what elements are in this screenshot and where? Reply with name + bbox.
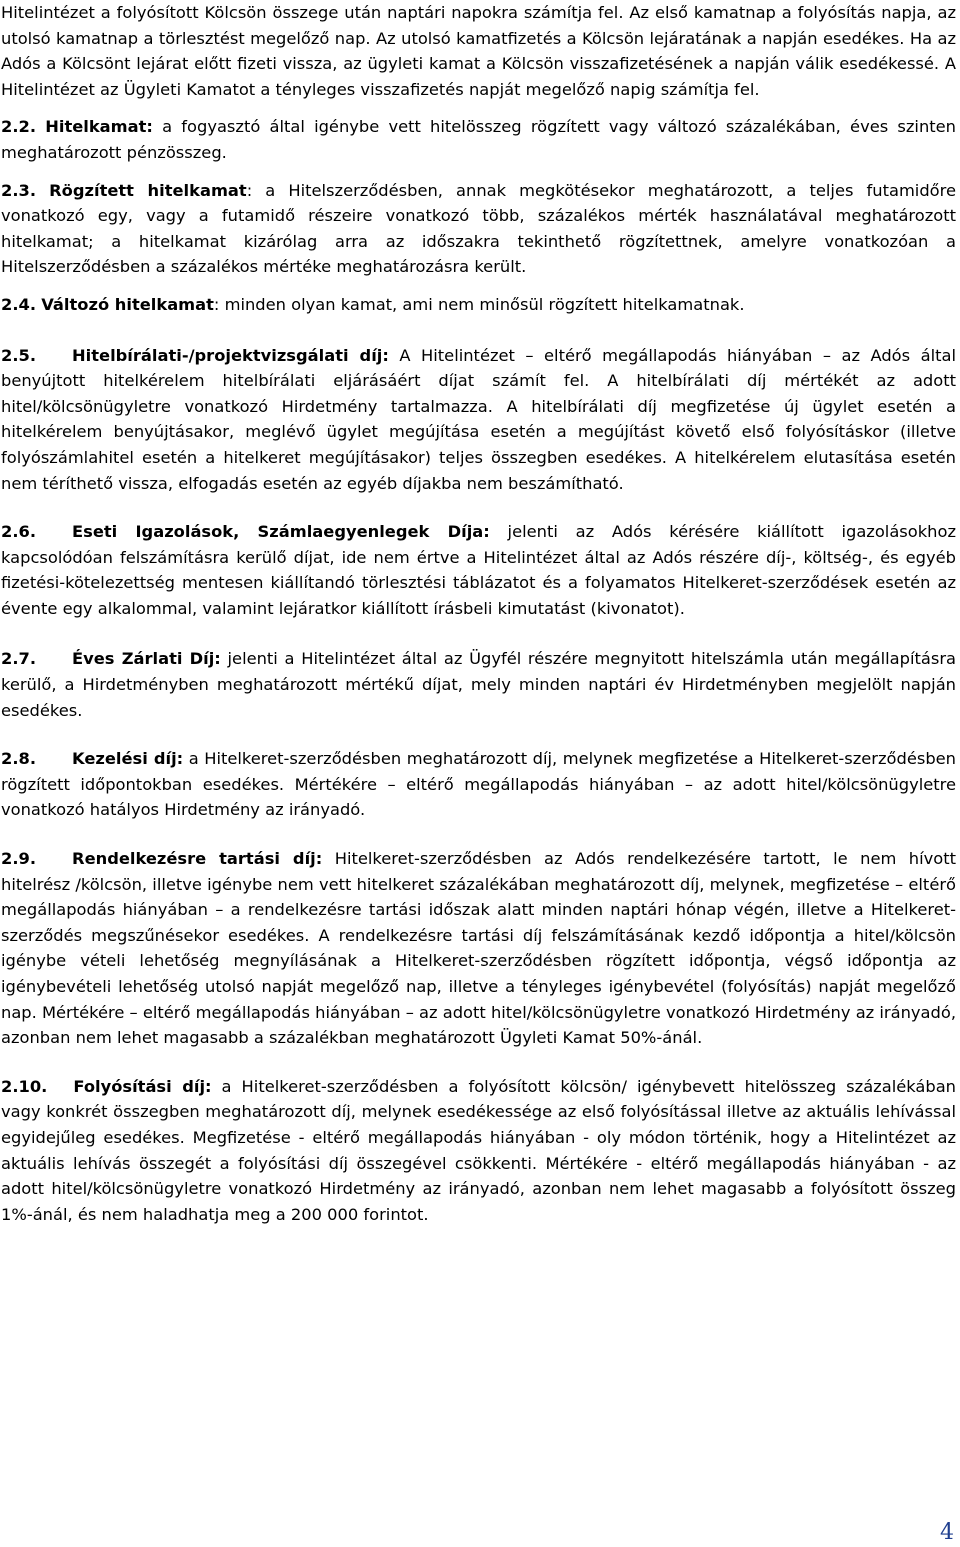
section-2-10: [1, 1074, 956, 1228]
section-text: Hitelkeret-szerződésben az Adós rendelkezésére tartott, le nem hívott hitelrész /kölcsön, illetve igénybe nem vett hitelkeret százalékában meghatározott díj, melynek, megfizetése – eltérő megállapodás hiányában – a rendelkezésre tartási időszak alatt minden naptári hónap végén, illetve a Hitelkeret-szerződés megszűnésekor esedékes. A rendelkezésre tartási díj felszámításának kezdő időpontja a hitel/kölcsön igénybe vételi lehetőség megnyílásának a Hitelkeret-szerződésben rögzített időpontja, végső időpontja az igénybevételi lehetőség utolsó napját megelőző nap, illetve a tényleges igénybevétel (folyósítás) napját megelőző nap. Mértékére – eltérő megállapodás hiányában – az adott hitel/kölcsönügyletre vonatkozó Hirdetmény az irányadó, azonban nem lehet magasabb a százalékban meghatározott Ügyleti Kamat 50%-ánál.: [1, 849, 956, 1048]
section-text: a fogyasztó által igénybe vett hitelösszeg rögzített vagy változó százalékában, éves szinten meghatározott pénzösszeg.: [1, 117, 956, 162]
section-text: jelenti az Adós kérésére kiállított igazolásokhoz kapcsolódóan felszámításra kerülő díjat, ide nem értve a Hitelintézet által az Adós részére díj-, költség-, és egyéb fizetési-kötelezettség mentesen kiállítandó törlesztési táblázatot és a folyamatos Hitelkeret-szerződések esetén az évente egy alkalommal, valamint lejáratkor kiállított írásbeli kimutatást (kivonatot).: [1, 522, 956, 618]
section-number: 2.10.: [1, 1076, 48, 1096]
section-number: 2.3.: [1, 180, 37, 200]
section-term: Rendelkezésre tartási díj:: [72, 849, 323, 869]
section-text: A Hitelintézet – eltérő megállapodás hiányában – az Adós által benyújtott hitelkérelem hitelbírálati eljárásáért díjat számít fel. A hitelbírálati díj mértékét az adott hitel/kölcsönügyletre vonatkozó Hirdetmény tartalmazza. A hitelbírálati díj megfizetése új ügylet esetén a hitelkérelem benyújtásakor, meglévő ügylet megújítása esetén a megújítást követő első folyósításkor (illetve folyószámlahitel esetén a hitelkeret megújításakor) teljes összegben esedékes. A hitelkérelem elutasítása esetén nem téríthető vissza, elfogadás esetén az egyéb díjakba nem beszámítható.: [1, 345, 956, 493]
section-2-9: [1, 846, 956, 1051]
section-text: jelenti a Hitelintézet által az Ügyfél részére megnyitott hitelszámla után megállapításra kerülő, a Hirdetményben meghatározott mértékű díjat, mely minden naptári év Hirdetményben megjelölt napján esedékes.: [1, 649, 956, 720]
section-number: 2.4.: [1, 294, 37, 314]
section-2-7: [1, 646, 956, 723]
spacer: [1, 1051, 956, 1074]
section-2-4: [1, 292, 956, 318]
section-2-2: [1, 114, 956, 165]
section-text: a Hitelkeret-szerződésben a folyósított kölcsön/ igénybevett hitelösszeg százalékában vagy konkrét összegben meghatározott díj, melynek esedékessége az első folyósítással illetve az aktuális lehívással egyidejűleg esedékes. Megfizetése - eltérő megállapodás hiányában - oly módon történik, hogy a Hitelintézet az aktuális lehívás összegét a folyósítási díj összegével csökkenti. Mértékére - eltérő megállapodás hiányában - az adott hitel/kölcsönügyletre vonatkozó Hirdetmény az irányadó, azonban nem lehet magasabb a folyósított összeg 1%-ánál, és nem haladhatja meg a 200 000 forintot.: [1, 1076, 957, 1224]
section-number: 2.6.: [1, 522, 37, 542]
section-term: Változó hitelkamat: [41, 294, 214, 314]
spacer: [1, 102, 956, 114]
spacer: [1, 166, 956, 178]
spacer: [1, 723, 956, 746]
section-term: Folyósítási díj:: [73, 1076, 212, 1096]
section-text: : a Hitelszerződésben, annak megkötésekor meghatározott, a teljes futamidőre vonatkozó egy, vagy a futamidő részeire vonatkozó több, százalékos mérték használatával meghatározott hitelkamat; a hitelkamat kizárólag arra az időszakra tekinthető rögzítettnek, amelyre vonatkozóan a Hitelszerződésben a százalékos mértéke meghatározásra került.: [1, 180, 956, 277]
section-term: Eseti Igazolások, Számlaegyenlegek Díja:: [72, 522, 490, 542]
intro-paragraph: Hitelintézet a folyósított Kölcsön összege után naptári napokra számítja fel. Az első kamatnap a folyósítás napja, az utolsó kamatnap a törlesztést megelőző nap. Az utolsó kamatfizetés a Kölcsön lejáratának a napján esedékes. Ha az Adós a Kölcsönt lejárat előtt fizeti vissza, az ügyleti kamat a Kölcsön visszafizetésének a napján válik esedékessé. A Hitelintézet az Ügyleti Kamatot a tényleges visszafizetés napját megelőző napig számítja fel.: [1, 3, 956, 99]
section-2-8: [1, 746, 956, 823]
section-number: 2.8.: [1, 749, 37, 769]
spacer: [1, 280, 956, 292]
section-2-5: [1, 343, 956, 497]
section-2-6: [1, 519, 956, 621]
spacer: [1, 496, 956, 519]
section-term: Éves Zárlati Díj:: [72, 649, 221, 669]
section-2-3: [1, 178, 956, 280]
section-text: : minden olyan kamat, ami nem minősül rögzített hitelkamatnak.: [213, 294, 745, 314]
section-number: 2.9.: [1, 849, 37, 869]
section-text: a Hitelkeret-szerződésben meghatározott díj, melynek megfizetése a Hitelkeret-szerződésben rögzített időpontokban esedékes. Mértékére – eltérő megállapodás hiányában – az adott hitel/kölcsönügyletre vonatkozó hatályos Hirdetmény az irányadó.: [1, 749, 957, 820]
section-term: Hitelkamat:: [45, 117, 153, 137]
spacer: [1, 318, 956, 343]
spacer: [1, 823, 956, 846]
section-term: Kezelési díj:: [72, 749, 184, 769]
section-number: 2.5.: [1, 345, 37, 365]
spacer: [1, 621, 956, 646]
section-term: Rögzített hitelkamat: [49, 180, 247, 200]
section-number: 2.7.: [1, 649, 37, 669]
section-term: Hitelbírálati-/projektvizsgálati díj:: [72, 345, 389, 365]
page-number: 4: [940, 1520, 954, 1545]
section-number: 2.2.: [1, 117, 37, 137]
